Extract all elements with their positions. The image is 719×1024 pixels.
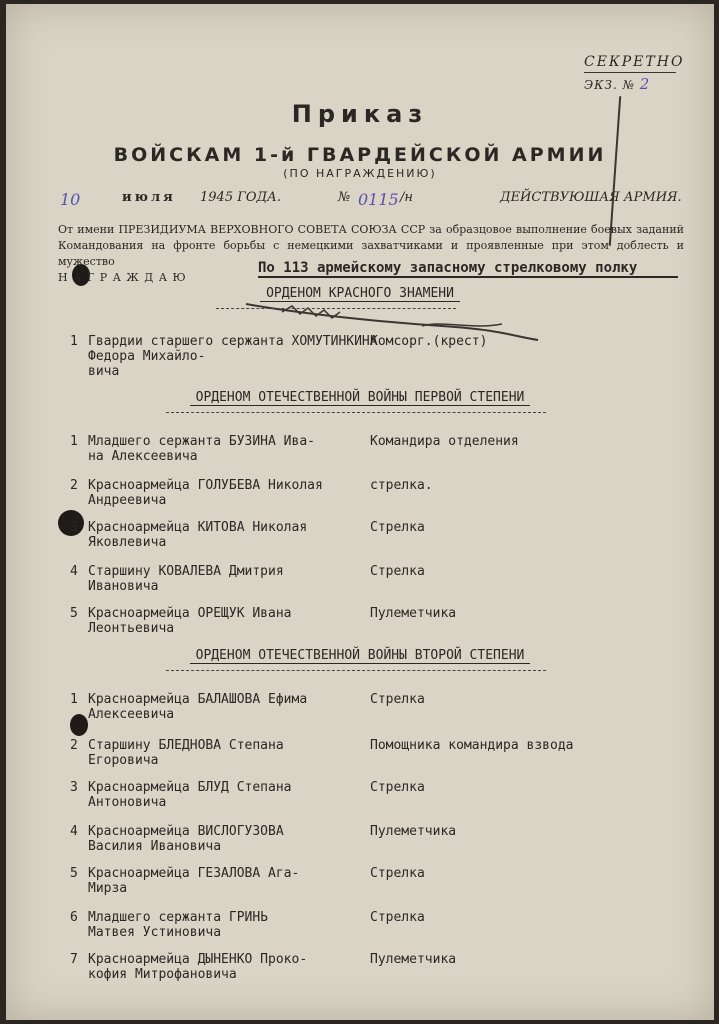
dashed-rule (166, 670, 546, 671)
entry-name: Младшего сержанта БУЗИНА Ива- на Алексеевича (88, 434, 315, 464)
entry-number: 1 (70, 434, 78, 449)
entry-number: 4 (70, 824, 78, 839)
army-label: ДЕЙСТВУЮШАЯ АРМИЯ. (500, 190, 682, 205)
order-subtitle: ВОЙСКАМ 1-й ГВАРДЕЙСКОЙ АРМИИ (113, 144, 607, 166)
entry-number: 1 (70, 692, 78, 707)
nagrazhdayu: Н А Г Р А Ж Д А Ю (58, 271, 187, 284)
entry-number: 2 (70, 738, 78, 753)
entry-name: Старшину КОВАЛЕВА Дмитрия Ивановича (88, 564, 284, 594)
order-day: 10 (60, 190, 81, 209)
entry-number: 7 (70, 952, 78, 967)
order-month: июля (122, 190, 176, 205)
entry-position: Стрелка (370, 910, 425, 925)
entry-position: Стрелка (370, 866, 425, 881)
entry-name: Младшего сержанта ГРИНЬ Матвея Устиновича (88, 910, 269, 940)
order-number-label: № (338, 190, 351, 205)
entry-number: 5 (70, 606, 78, 621)
entry-position: Пулеметчика (370, 824, 457, 839)
order-year: 1945 ГОДА. (200, 190, 282, 205)
order-title: Приказ (291, 100, 429, 128)
entry-number: 3 (70, 520, 78, 535)
unit-heading: По 113 армейскому запасному стрелковому полку (258, 260, 678, 278)
entry-position: Стрелка (370, 520, 425, 535)
entry-name: Старшину БЛЕДНОВА Степана Егоровича (88, 738, 284, 768)
entry-position: Пулеметчика (370, 606, 457, 621)
entry-position: Стрелка (370, 692, 425, 707)
entry-name: Гвардии старшего сержанта ХОМУТИНКИНА Федора Михайло- вича (88, 334, 378, 379)
entry-name: Красноармейца ВИСЛОГУЗОВА Василия Ивановича (88, 824, 284, 854)
order-number-suffix: /н (400, 190, 413, 205)
entry-name: Красноармейца БАЛАШОВА Ефима Алексеевича (88, 692, 308, 722)
award-section-header (6, 390, 714, 405)
entry-number: 4 (70, 564, 78, 579)
entry-name: Красноармейца ОРЕЩУК Ивана Леонтьевича (88, 606, 292, 636)
order-purpose: (ПО НАГРАЖДЕНИЮ) (283, 167, 437, 180)
entry-name: Красноармейца ГОЛУБЕВА Николая Андреевича (88, 478, 323, 508)
order-number: 0115 (358, 190, 399, 209)
entry-position: стрелка. (370, 478, 433, 493)
document-page (6, 4, 714, 1020)
entry-position: Комсорг.(крест) (370, 334, 488, 349)
award-section-title: ОРДЕНОМ ОТЕЧЕСТВЕННОЙ ВОЙНЫ ВТОРОЙ СТЕПЕНИ (190, 648, 531, 664)
award-section-header (6, 648, 714, 663)
entry-position: Стрелка (370, 564, 425, 579)
secret-stamp (584, 54, 684, 93)
copy-number: 2 (639, 75, 651, 93)
entry-position: Стрелка (370, 780, 425, 795)
entry-name: Красноармейца БЛУД Степана Антоновича (88, 780, 292, 810)
award-section-title: ОРДЕНОМ КРАСНОГО ЗНАМЕНИ (260, 286, 460, 302)
entry-name: Красноармейца КИТОВА Николая Яковлевича (88, 520, 308, 550)
entry-name: Красноармейца ДЫНЕНКО Проко- кофия Митрофановича (88, 952, 308, 982)
award-section-title: ОРДЕНОМ ОТЕЧЕСТВЕННОЙ ВОЙНЫ ПЕРВОЙ СТЕПЕНИ (190, 390, 531, 406)
entry-position: Командира отделения (370, 434, 519, 449)
entry-name: Красноармейца ГЕЗАЛОВА Ага- Мирза (88, 866, 300, 896)
entry-number: 2 (70, 478, 78, 493)
entry-number: 1 (70, 334, 78, 349)
dashed-rule (216, 308, 456, 309)
entry-number: 6 (70, 910, 78, 925)
copy-label: ЭКЗ. № (584, 78, 635, 92)
intro-text: От имени ПРЕЗИДИУМА ВЕРХОВНОГО СОВЕТА СОЮЗА ССР за образцовое выполнение боевых заданий Командования на фронте борьбы с немецкими захватчиками и проявленные при этом доблесть и мужество (58, 223, 684, 268)
entry-number: 5 (70, 866, 78, 881)
secret-label: СЕКРЕТНО (584, 54, 685, 70)
entry-position: Пулеметчика (370, 952, 457, 967)
entry-position: Помощника командира взвода (370, 738, 574, 753)
entry-number: 3 (70, 780, 78, 795)
dashed-rule (166, 412, 546, 413)
award-section-header (6, 286, 714, 301)
